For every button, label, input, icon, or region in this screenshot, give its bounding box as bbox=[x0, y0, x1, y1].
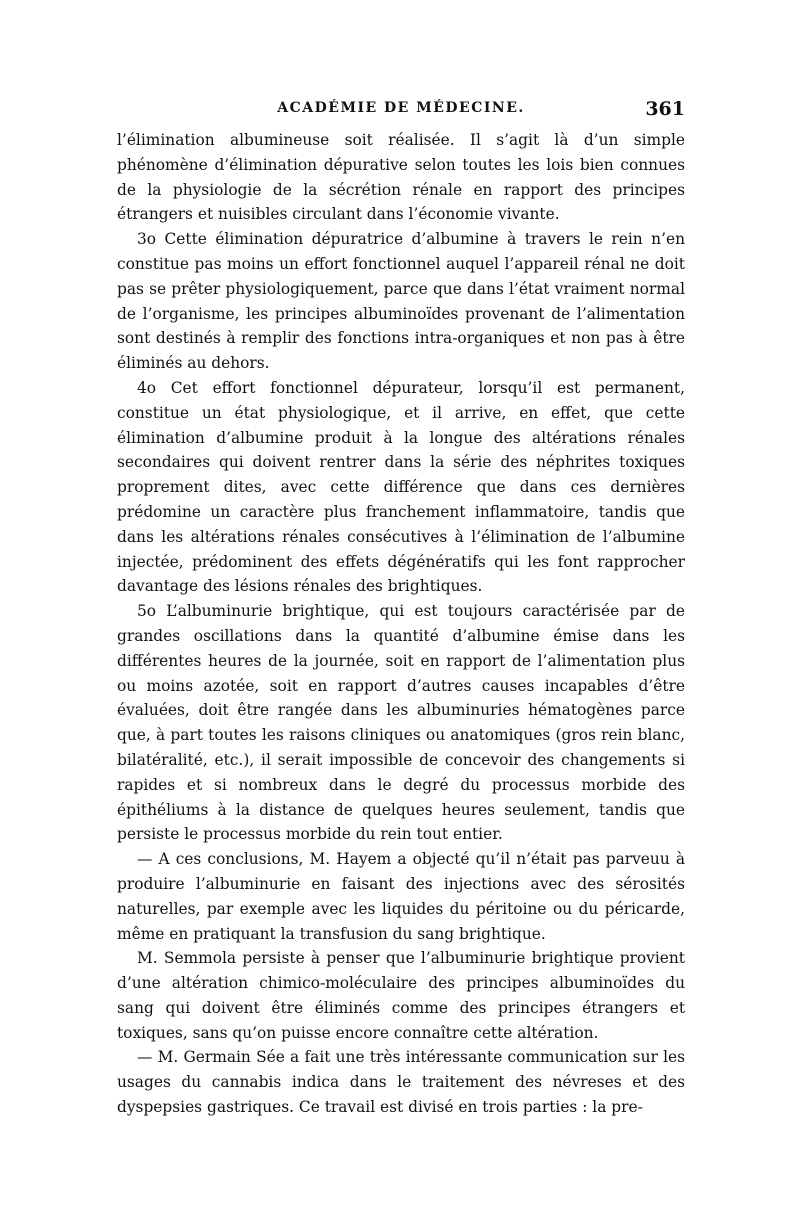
page-header bbox=[117, 98, 685, 128]
paragraph-conclusion-5: 5o L’albuminurie brightique, qui est toujours caractérisée par de grandes oscillations dans la quantité d’albumine émise dans les différentes heures de la journée, soit en rapport de l’alimentation plus ou moins azotée, soit en rapport d’autres causes incapables d’être évaluées, doit être rangée dans les albuminuries hématogènes parce que, à part toutes les raisons cliniques ou anatomiques (gros rein blanc, bilatéralité, etc.), il serait impossible de concevoir des changements si rapides et si nombreux dans le degré du processus morbide des épithéliums à la distance de quelques heures seulement, tandis que persiste le processus morbide du rein tout entier. bbox=[117, 602, 685, 844]
paragraph-semmola-reply: M. Semmola persiste à penser que l’albuminurie brightique provient d’une altération chimico-moléculaire des principes albuminoïdes du sang qui doivent être éliminés comme des principes étrangers et toxiques, sans qu’on puisse encore connaître cette altération. bbox=[117, 949, 685, 1042]
body-text bbox=[117, 128, 685, 1120]
book-page bbox=[117, 98, 685, 1120]
paragraph-hayem-objection: — A ces conclusions, M. Hayem a objecté qu’il n’était pas parveuu à produire l’albuminurie en faisant des injections avec des sérosités naturelles, par exemple avec les liquides du péritoine ou du péricarde, même en pratiquant la transfusion du sang brightique. bbox=[117, 850, 685, 943]
paragraph-germain-see: — M. Germain Sée a fait une très intéressante communication sur les usages du cannabis indica dans le traitement des névreses et des dyspepsies gastriques. Ce travail est divisé en trois parties : la pre- bbox=[117, 1048, 685, 1117]
page-number: 361 bbox=[645, 98, 685, 120]
paragraph-continuation: l’élimination albumineuse soit réalisée. Il s’agit là d’un simple phénomène d’élimination dépurative selon toutes les lois bien connues de la physiologie de la sécrétion rénale en rapport des principes étrangers et nuisibles circulant dans l’économie vivante. bbox=[117, 131, 685, 224]
paragraph-conclusion-4: 4o Cet effort fonctionnel dépurateur, lorsqu’il est permanent, constitue un état physiologique, et il arrive, en effet, que cette élimination d’albumine produit à la longue des altérations rénales secondaires qui doivent rentrer dans la série des néphrites toxiques proprement dites, avec cette différence que dans ces dernières prédomine un caractère plus franchement inflammatoire, tandis que dans les altérations rénales consécutives à l’élimination de l’albumine injectée, prédominent des effets dégénératifs qui les font rapprocher davantage des lésions rénales des brightiques. bbox=[117, 378, 685, 596]
paragraph-conclusion-3: 3o Cette élimination dépuratrice d’albumine à travers le rein n’en constitue pas moins un effort fonctionnel auquel l’appareil rénal ne doit pas se prêter physiologiquement, parce que dans l’état vraiment normal de l’organisme, les principes albuminoïdes provenant de l’alimentation sont destinés à remplir des fonctions intra-organiques et non pas à être éliminés au dehors. bbox=[117, 230, 685, 373]
running-head: ACADÉMIE DE MÉDECINE. bbox=[277, 100, 525, 116]
